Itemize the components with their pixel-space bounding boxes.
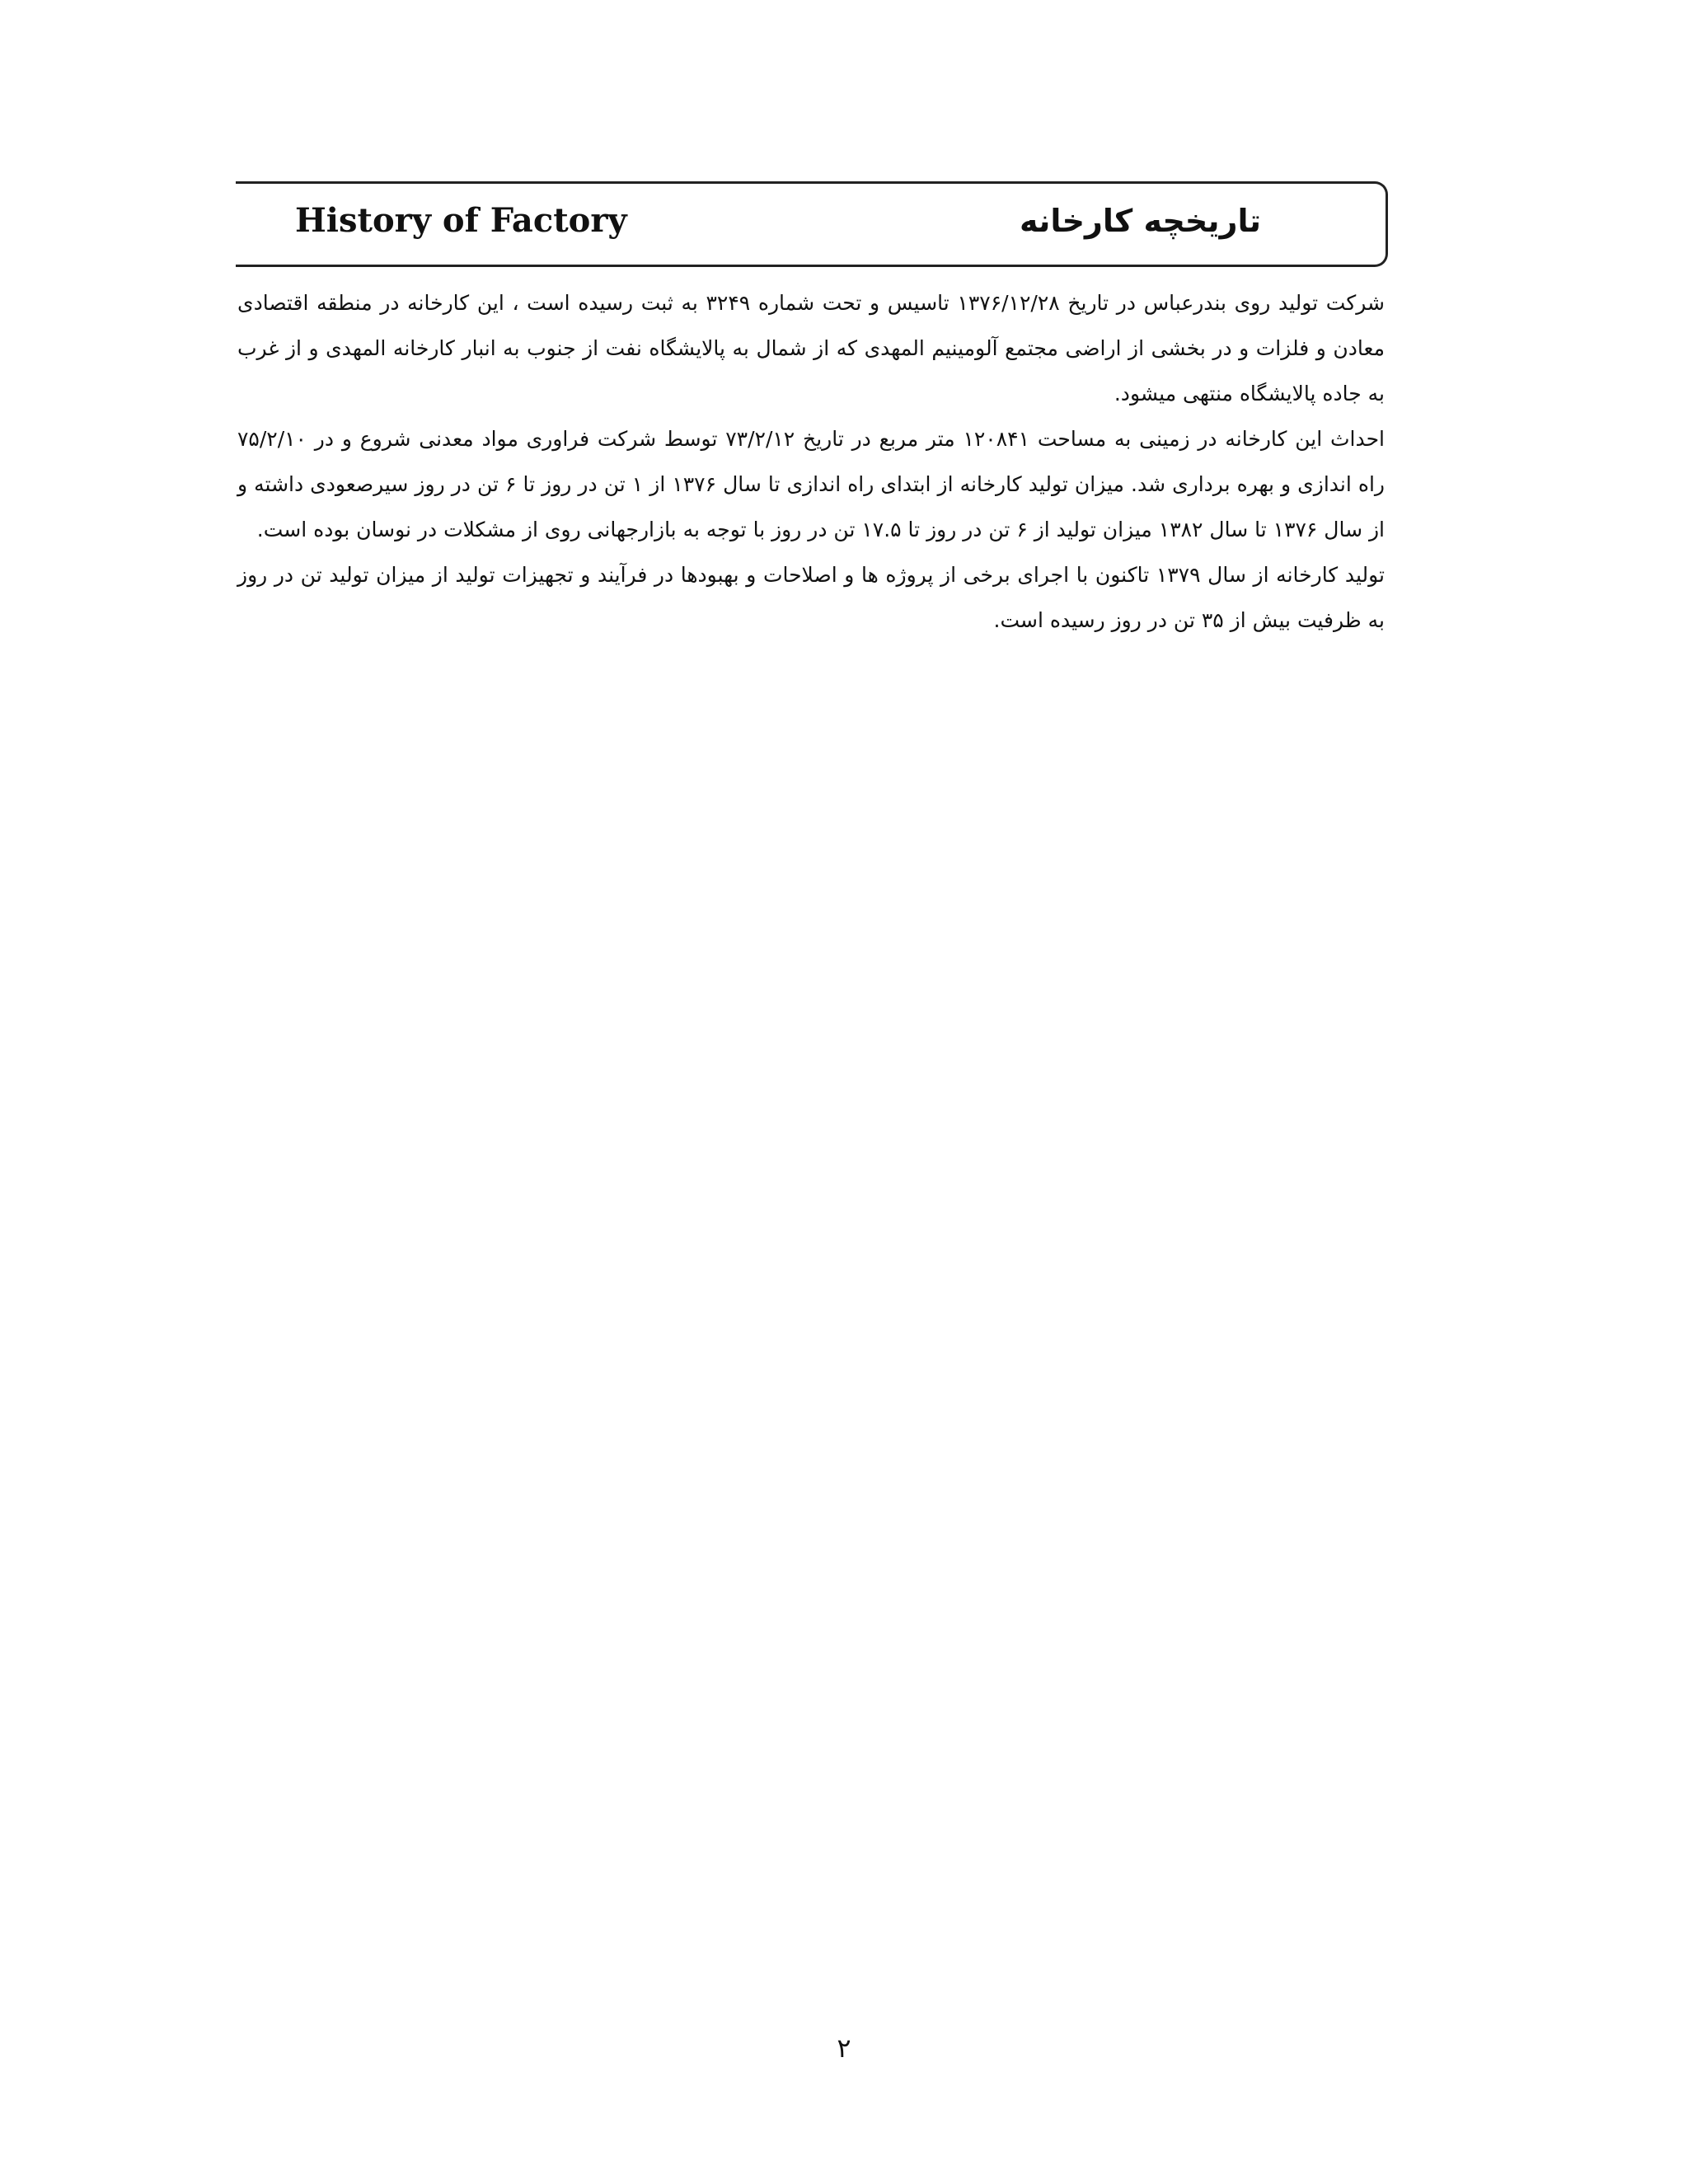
paragraph-plant-construction: احداث این کارخانه در زمینی به مساحت ۱۲۰۸۴۱ متر مربع در تاریخ ۷۳/۲/۱۲ توسط شرکت فراوری مواد معدنی شروع و در ۷۵/۲/۱۰ راه اندازی و بهره برداری شد. میزان تولید کارخانه از ابتدای راه اندازی تا سال ۱۳۷۶ از ۱ تن در روز تا ۶ تن در روز سیرصعودی داشته و از سال ۱۳۷۶ تا سال ۱۳۸۲ میزان تولید از ۶ تن در روز تا ۱۷.۵ تن در روز با توجه به بازارجهانی روی از مشکلات در نوسان بوده است.: [237, 427, 1385, 541]
section-title-english: History of Factory: [295, 201, 627, 240]
history-body: [237, 280, 1391, 643]
paragraph-production-growth: تولید کارخانه از سال ۱۳۷۹ تاکنون با اجرای برخی از پروژه ها و اصلاحات و بهبودها در فرآیند و تجهیزات تولید از میزان تولید تن در روز به ظرفیت بیش از ۳۵ تن در روز رسیده است.: [237, 563, 1385, 632]
section-title-persian: تاریخچه کارخانه: [1020, 203, 1261, 239]
page-number: ۲: [837, 2032, 851, 2064]
paragraph-company-founding: شرکت تولید روی بندرعباس در تاریخ ۱۳۷۶/۱۲/۲۸ تاسیس و تحت شماره ۳۲۴۹ به ثبت رسیده است ، این کارخانه در منطقه اقتصادی معادن و فلزات و در بخشی از اراضی مجتمع آلومینیم المهدی که از شمال به پالایشگاه نفت از جنوب به انبار کارخانه المهدی و از غرب به جاده پالایشگاه منتهی میشود.: [237, 291, 1386, 405]
